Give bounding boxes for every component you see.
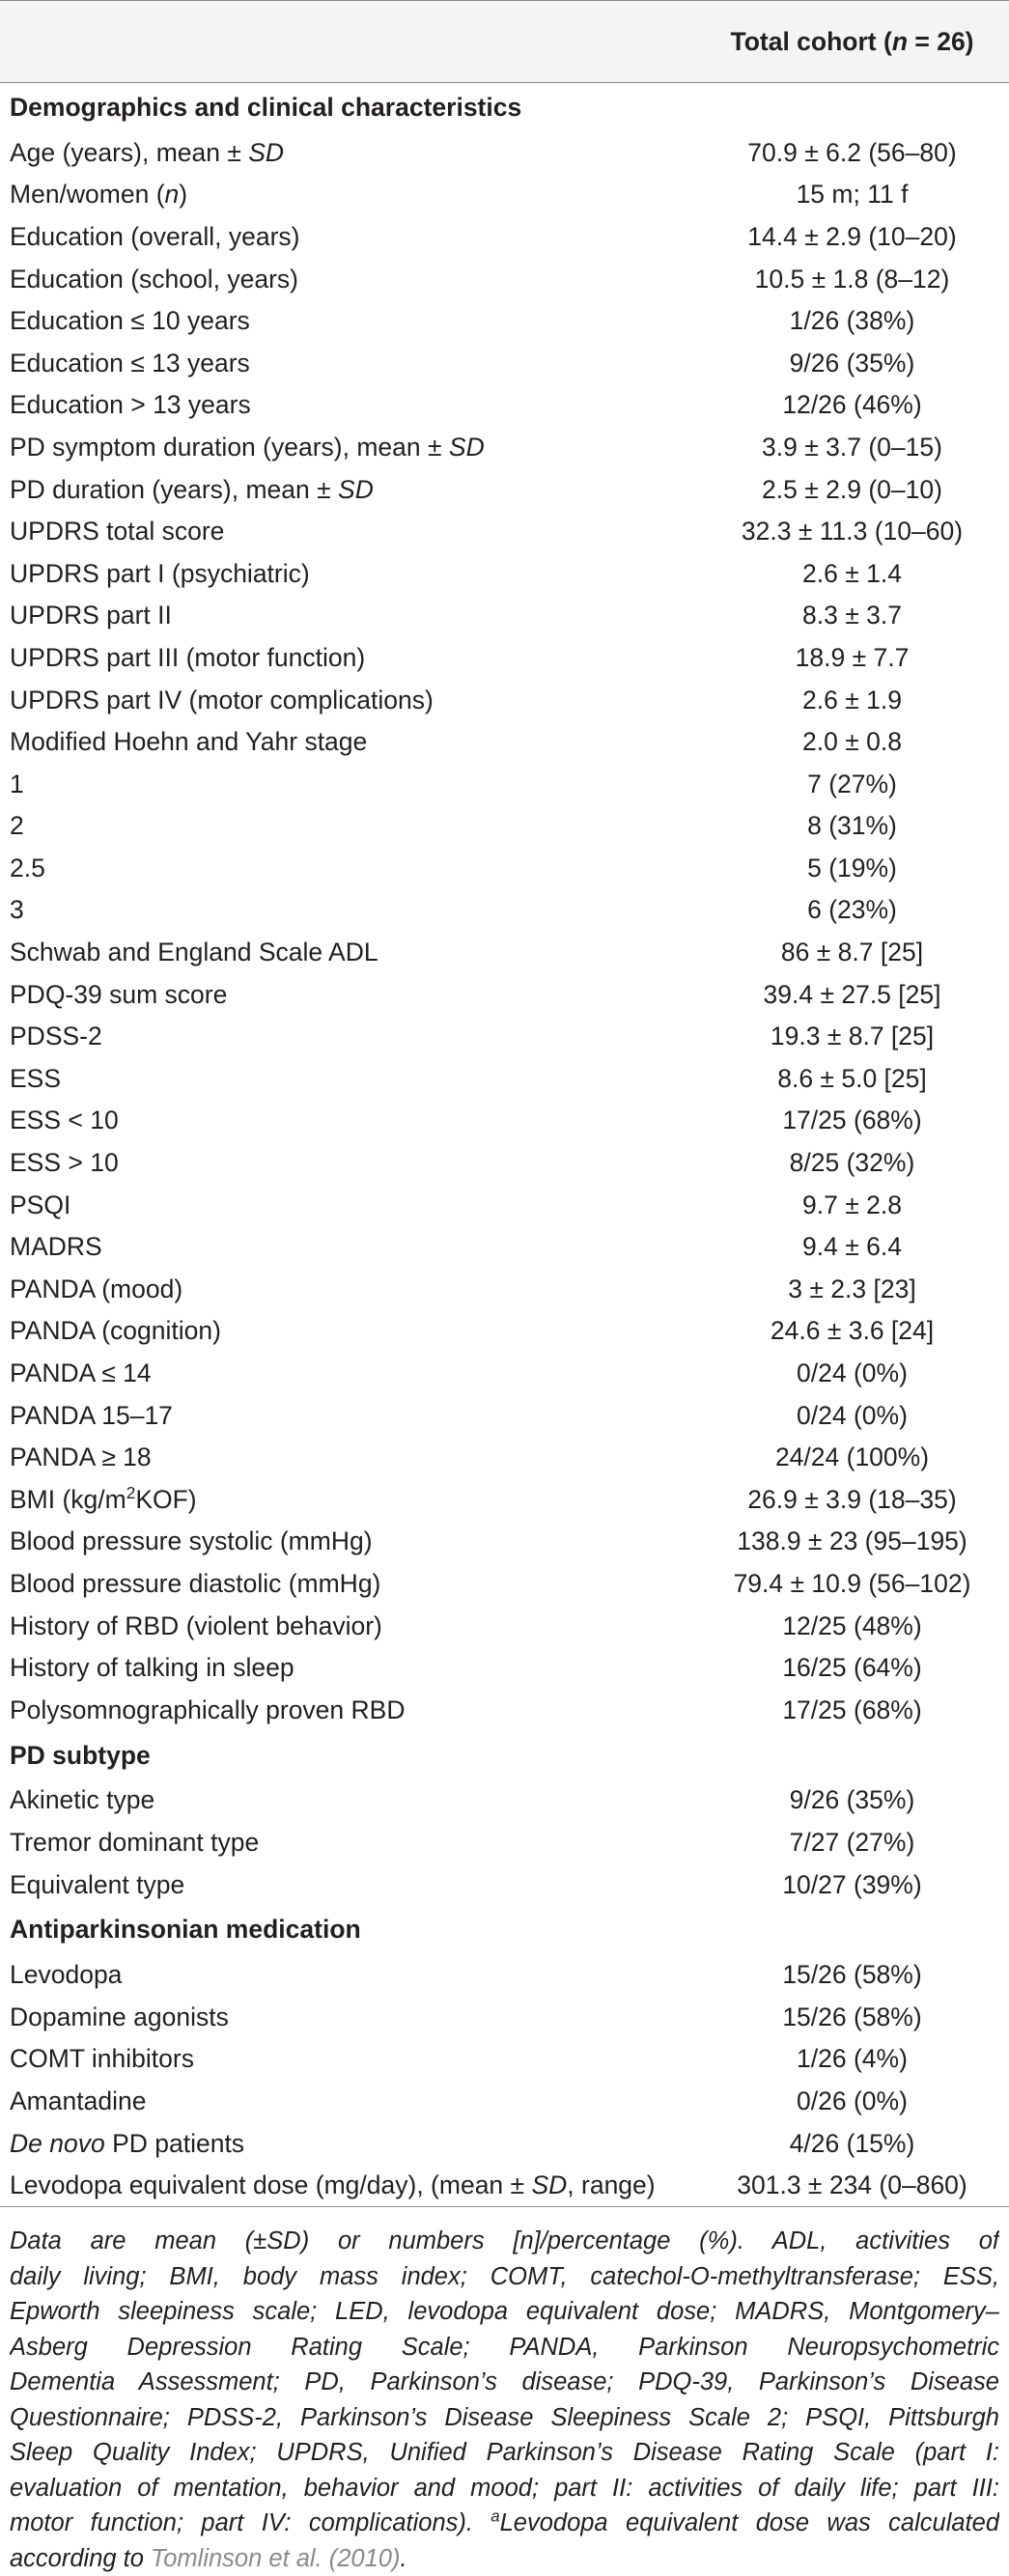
footnote-line: Questionnaire; PDSS-2, Parkinson’s Disease Sleepiness Scale 2; PSQI, Pittsburgh	[10, 2400, 999, 2436]
table-row-updrs-part-3: UPDRS part III (motor function) 18.9 ± 7.7	[0, 636, 1009, 679]
footnote-line: according to Tomlinson et al. (2010).	[10, 2541, 999, 2576]
table-row-de-novo: De novo PD patients 4/26 (15%)	[0, 2122, 1009, 2165]
table-row-panda-le-14: PANDA ≤ 14 0/24 (0%)	[0, 1352, 1009, 1394]
table-row-ess-gt-10: ESS > 10 8/25 (32%)	[0, 1141, 1009, 1184]
table-row-education-school: Education (school, years) 10.5 ± 1.8 (8–12)	[0, 258, 1009, 300]
header-total-cohort: Total cohort (n = 26)	[678, 1, 1009, 83]
table-row-bmi: BMI $(kg/m^2KOF)$ 26.9 ± 3.9 (18–35)	[0, 1478, 1009, 1521]
table-row-panda-mood: PANDA (mood) 3 ± 2.3 [23]	[0, 1268, 1009, 1310]
footnote-marker: a	[490, 2507, 499, 2526]
table-row-dopamine-agonists: Dopamine agonists 15/26 (58%)	[0, 1996, 1009, 2038]
table-row-education-le-10: Education ≤ 10 years 1/26 (38%)	[0, 299, 1009, 342]
table-header-row	[0, 1, 1009, 83]
header-characteristic	[0, 1, 678, 83]
table-row-comt-inhibitors: COMT inhibitors 1/26 (4%)	[0, 2038, 1009, 2081]
table-row-education-overall: Education (overall, years) 14.4 ± 2.9 (10–20)	[0, 215, 1009, 258]
table-row-akinetic: Akinetic type 9/26 (35%)	[0, 1779, 1009, 1822]
table-row-equivalent-type: Equivalent type 10/27 (39%)	[0, 1863, 1009, 1906]
footnote-line: Data are mean (±SD) or numbers [n]/percentage (%). ADL, activities of	[10, 2224, 999, 2259]
citation-link[interactable]: Tomlinson et al. (2010)	[151, 2545, 400, 2572]
table-row-updrs-total: UPDRS total score 32.3 ± 11.3 (10–60)	[0, 510, 1009, 552]
table-row-madrs: MADRS 9.4 ± 6.4	[0, 1225, 1009, 1268]
table-row-amantadine: Amantadine 0/26 (0%)	[0, 2080, 1009, 2122]
table-row-panda-cognition: PANDA (cognition) 24.6 ± 3.6 [24]	[0, 1310, 1009, 1353]
section-demographics: Demographics and clinical characteristics	[0, 83, 1009, 132]
footnote-line: evaluation of mentation, behavior and mood; part II: activities of daily life; part III:	[10, 2471, 999, 2506]
table-row-hy-stage-2: 2 8 (31%)	[0, 805, 1009, 848]
footnote-line: Sleep Quality Index; UPDRS, Unified Parkinson’s Disease Rating Scale (part I:	[10, 2435, 999, 2471]
footnote-line: Epworth sleepiness scale; LED, levodopa equivalent dose; MADRS, Montgomery–	[10, 2294, 999, 2330]
table-row-hy-stage-1: 1 7 (27%)	[0, 763, 1009, 805]
table-row-sex: Men/women (n) 15 m; 11 f	[0, 174, 1009, 216]
table-row-talking-in-sleep: History of talking in sleep 16/25 (64%)	[0, 1646, 1009, 1689]
table-row-pdss2: PDSS-2 19.3 ± 8.7 [25]	[0, 1015, 1009, 1057]
table-row-bp-systolic: Blood pressure systolic (mmHg) 138.9 ± 23 (95–195)	[0, 1521, 1009, 1563]
table-row-bp-diastolic: Blood pressure diastolic (mmHg) 79.4 ± 10.9 (56–102)	[0, 1562, 1009, 1605]
table-row-education-le-13: Education ≤ 13 years 9/26 (35%)	[0, 342, 1009, 384]
footnote-line: daily living; BMI, body mass index; COMT, catechol-O-methyltransferase; ESS,	[10, 2259, 999, 2295]
table-row-led: Levodopa equivalent dose (mg/day), (mean ± SD, range) 301.3 ± 234 (0–860)	[0, 2164, 1009, 2206]
table-row-psqi: PSQI 9.7 ± 2.8	[0, 1184, 1009, 1226]
table-row-hy-stage-3: 3 6 (23%)	[0, 889, 1009, 932]
table-row-age: Age (years), mean ± SD 70.9 ± 6.2 (56–80)	[0, 131, 1009, 174]
section-medication: Antiparkinsonian medication	[0, 1905, 1009, 1953]
table-row-hy-stage-2-5: 2.5 5 (19%)	[0, 847, 1009, 889]
section-pd-subtype: PD subtype	[0, 1731, 1009, 1779]
table-row-panda-ge-18: PANDA ≥ 18 24/24 (100%)	[0, 1436, 1009, 1478]
table-row-updrs-part-1: UPDRS part I (psychiatric) 2.6 ± 1.4	[0, 552, 1009, 595]
table-footnote	[10, 2224, 999, 2576]
table-row-ess-lt-10: ESS < 10 17/25 (68%)	[0, 1100, 1009, 1142]
footnote-line: Asberg Depression Rating Scale; PANDA, Parkinson Neuropsychometric	[10, 2330, 999, 2366]
table-row-levodopa: Levodopa 15/26 (58%)	[0, 1953, 1009, 1996]
table-row-hoehn-yahr: Modified Hoehn and Yahr stage 2.0 ± 0.8	[0, 720, 1009, 763]
table-row-updrs-part-4: UPDRS part IV (motor complications) 2.6 ± 1.9	[0, 679, 1009, 721]
table-row-pd-duration: PD duration (years), mean ± SD 2.5 ± 2.9 (0–10)	[0, 468, 1009, 511]
footnote-line: motor function; part IV: complications). $^a$Levodopa equivalent dose was calculated	[10, 2506, 999, 2541]
footnote-line: Dementia Assessment; PD, Parkinson’s disease; PDQ-39, Parkinson’s Disease	[10, 2365, 999, 2400]
table-row-education-gt-13: Education > 13 years 12/26 (46%)	[0, 384, 1009, 427]
table-row-pdq39: PDQ-39 sum score 39.4 ± 27.5 [25]	[0, 973, 1009, 1016]
table-row-schwab-england: Schwab and England Scale ADL 86 ± 8.7 [25]	[0, 931, 1009, 973]
table-row-panda-15-17: PANDA 15–17 0/24 (0%)	[0, 1394, 1009, 1437]
table-row-tremor-dominant: Tremor dominant type 7/27 (27%)	[0, 1821, 1009, 1863]
table-row-rbd-history: History of RBD (violent behavior) 12/25 (48%)	[0, 1605, 1009, 1647]
table-row-ess: ESS 8.6 ± 5.0 [25]	[0, 1057, 1009, 1100]
table-row-updrs-part-2: UPDRS part II 8.3 ± 3.7	[0, 595, 1009, 637]
table-row-pd-symptom-duration: PD symptom duration (years), mean ± SD 3.9 ± 3.7 (0–15)	[0, 426, 1009, 468]
table-row-psg-rbd: Polysomnographically proven RBD 17/25 (68%)	[0, 1689, 1009, 1731]
